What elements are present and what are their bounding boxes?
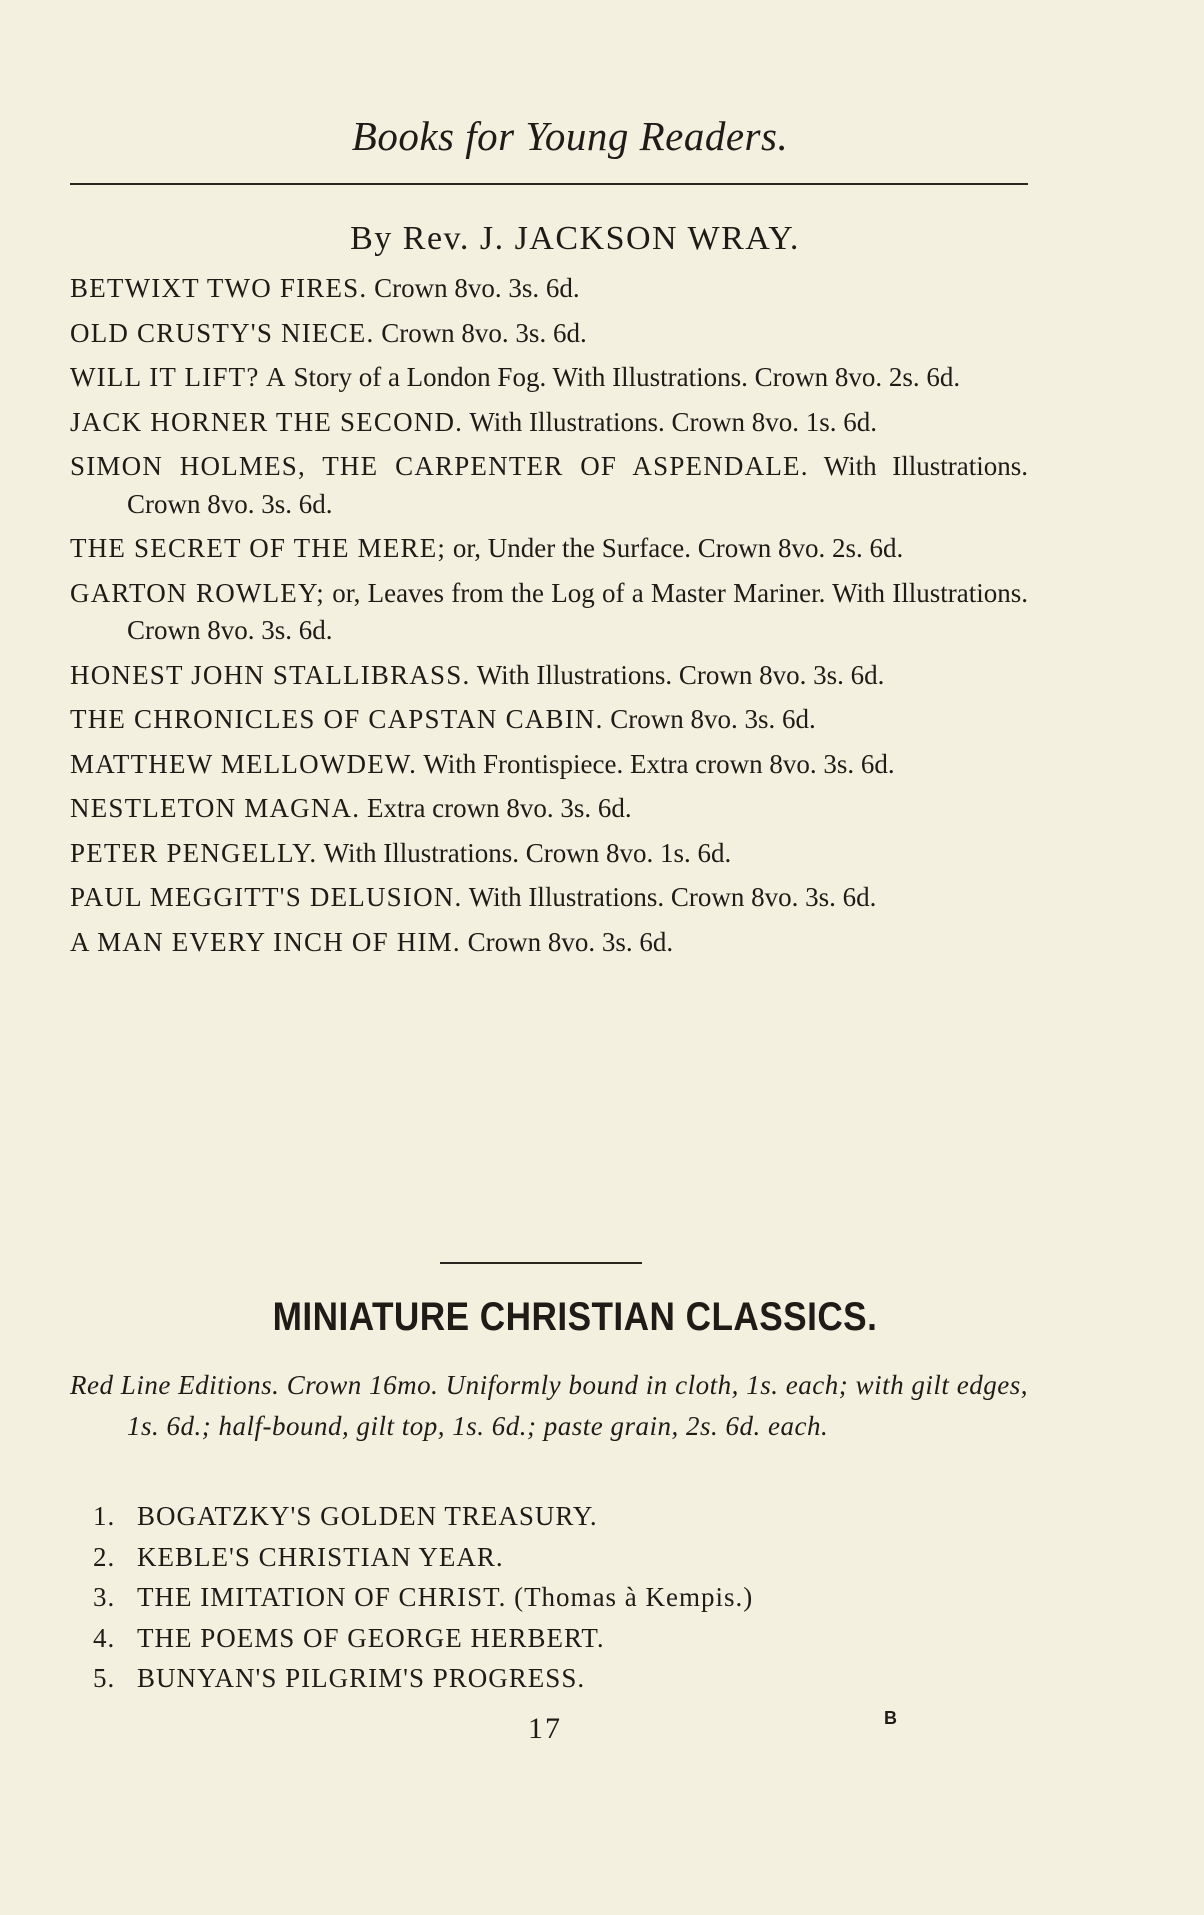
item-title: THE IMITATION OF CHRIST.	[137, 1582, 507, 1612]
book-title: WILL IT LIFT? A	[70, 362, 287, 392]
book-entry	[70, 879, 1028, 917]
book-entry	[70, 404, 1028, 442]
book-details: Crown 8vo. 3s. 6d.	[610, 704, 816, 734]
book-details: With Illustrations. Crown 8vo. 3s. 6d.	[468, 882, 877, 912]
book-entry	[70, 270, 1028, 308]
book-title: BETWIXT TWO FIRES.	[70, 273, 368, 303]
book-title: THE SECRET OF THE MERE;	[70, 533, 447, 563]
book-details: or, Under the Surface. Crown 8vo. 2s. 6d.	[452, 533, 904, 563]
book-entry	[70, 575, 1028, 650]
book-details: or, Leaves from the Log of a Master Mariner. With Illustrations. Crown 8vo. 3s. 6d.	[127, 577, 1029, 645]
list-item	[93, 1658, 993, 1699]
book-entry	[70, 701, 1028, 739]
book-title: HONEST JOHN STALLIBRASS.	[70, 659, 471, 690]
item-title: BUNYAN'S PILGRIM'S PROGRESS.	[137, 1663, 586, 1693]
item-title: BOGATZKY'S GOLDEN TREASURY.	[137, 1501, 598, 1531]
list-item	[93, 1577, 993, 1618]
item-number: 1.	[93, 1501, 116, 1531]
item-number: 3.	[93, 1582, 116, 1612]
book-entry	[70, 657, 1028, 695]
book-list	[70, 270, 1028, 968]
book-entry	[70, 835, 1028, 873]
author-heading: By Rev. J. JACKSON WRAY.	[350, 220, 800, 257]
book-title: PETER PENGELLY.	[70, 837, 318, 868]
signature-mark: B	[884, 1708, 897, 1728]
section-heading: MINIATURE CHRISTIAN CLASSICS.	[272, 1295, 878, 1339]
book-details: With Illustrations. Crown 8vo. 3s. 6d.	[476, 659, 885, 690]
header-rule	[70, 183, 1028, 185]
book-title: NESTLETON MAGNA.	[70, 793, 361, 823]
book-details: With Illustrations. Crown 8vo. 1s. 6d.	[323, 837, 732, 868]
book-title: JACK HORNER THE SECOND.	[70, 406, 464, 437]
book-title: GARTON ROWLEY;	[70, 577, 325, 608]
book-entry	[70, 448, 1028, 523]
classics-list	[93, 1496, 993, 1699]
book-details: With Illustrations. Crown 8vo. 3s. 6d.	[127, 451, 1028, 519]
section-divider	[440, 1262, 642, 1264]
page-number: 17	[528, 1712, 562, 1745]
section-description: Red Line Editions. Crown 16mo. Uniformly bound in cloth, 1s. each; with gilt edges, 1s. 6d.; half-bound, gilt top, 1s. 6d.; paste grain, 2s. 6d. each.	[70, 1370, 1028, 1441]
list-item	[93, 1618, 993, 1659]
item-title: KEBLE'S CHRISTIAN YEAR.	[137, 1541, 504, 1572]
book-title: OLD CRUSTY'S NIECE.	[70, 317, 375, 348]
book-details: Story of a London Fog. With Illustrations. Crown 8vo. 2s. 6d.	[293, 362, 961, 392]
book-entry	[70, 746, 1028, 784]
item-number: 2.	[93, 1541, 116, 1572]
book-title: A MAN EVERY INCH OF HIM.	[70, 926, 461, 957]
book-entry	[70, 790, 1028, 828]
item-note: (Thomas à Kempis.)	[514, 1582, 754, 1612]
book-entry	[70, 530, 1028, 568]
item-number: 4.	[93, 1622, 116, 1653]
list-item	[93, 1537, 993, 1578]
book-entry	[70, 315, 1028, 353]
running-head: Books for Young Readers.	[351, 113, 789, 159]
book-details: With Illustrations. Crown 8vo. 1s. 6d.	[469, 406, 878, 437]
book-title: THE CHRONICLES OF CAPSTAN CABIN.	[70, 704, 604, 734]
book-title: MATTHEW MELLOWDEW.	[70, 748, 418, 779]
item-number: 5.	[93, 1663, 116, 1693]
book-entry	[70, 359, 1028, 397]
book-details: Crown 8vo. 3s. 6d.	[374, 273, 580, 303]
book-title: PAUL MEGGITT'S DELUSION.	[70, 882, 463, 912]
book-details: Crown 8vo. 3s. 6d.	[381, 317, 587, 348]
book-details: With Frontispiece. Extra crown 8vo. 3s. 6d.	[423, 748, 895, 779]
book-details: Extra crown 8vo. 3s. 6d.	[366, 793, 632, 823]
book-entry	[70, 924, 1028, 962]
item-title: THE POEMS OF GEORGE HERBERT.	[137, 1622, 605, 1653]
list-item	[93, 1496, 993, 1537]
book-title: SIMON HOLMES, THE CARPENTER OF ASPENDALE.	[70, 451, 809, 481]
book-details: Crown 8vo. 3s. 6d.	[467, 926, 674, 957]
